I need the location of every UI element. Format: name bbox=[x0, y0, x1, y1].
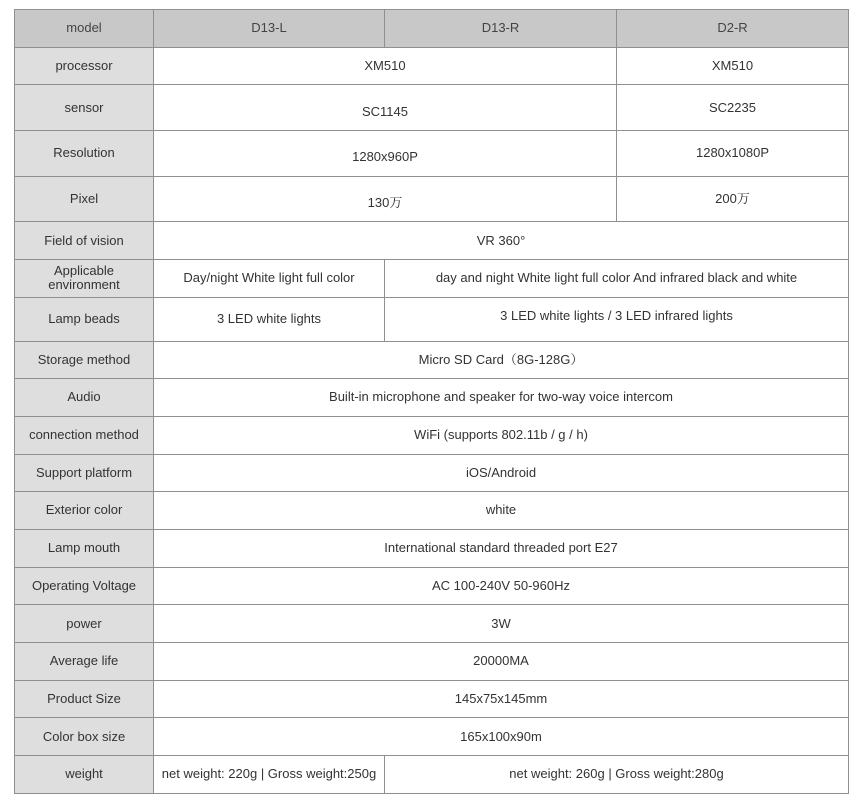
row-label: Operating Voltage bbox=[15, 567, 154, 605]
row-environment bbox=[15, 260, 849, 298]
row-product-size bbox=[15, 680, 849, 718]
row-label: sensor bbox=[15, 85, 154, 131]
value-d13: SC1145 bbox=[154, 85, 617, 131]
row-label: Pixel bbox=[15, 176, 154, 222]
row-label: Support platform bbox=[15, 454, 154, 492]
header-model: model bbox=[15, 10, 154, 48]
row-label: Resolution bbox=[15, 131, 154, 177]
header-row bbox=[15, 10, 849, 48]
value-d13: 130万 bbox=[154, 176, 617, 222]
value-all: Micro SD Card（8G-128G） bbox=[154, 341, 849, 379]
value-all: VR 360° bbox=[154, 222, 849, 260]
row-label: Field of vision bbox=[15, 222, 154, 260]
spec-table bbox=[14, 9, 849, 794]
row-platform bbox=[15, 454, 849, 492]
row-connection bbox=[15, 416, 849, 454]
row-label: connection method bbox=[15, 416, 154, 454]
row-exterior-color bbox=[15, 492, 849, 530]
row-label: Product Size bbox=[15, 680, 154, 718]
row-storage bbox=[15, 341, 849, 379]
value-all: white bbox=[154, 492, 849, 530]
value-other: net weight: 260g | Gross weight:280g bbox=[385, 756, 849, 794]
value-d2-r: XM510 bbox=[617, 47, 849, 85]
row-label: Applicable environment bbox=[15, 260, 154, 298]
row-box-size bbox=[15, 718, 849, 756]
value-all: 20000MA bbox=[154, 643, 849, 681]
row-lamp-mouth bbox=[15, 529, 849, 567]
value-d2-r: 200万 bbox=[617, 176, 849, 222]
row-label: Average life bbox=[15, 643, 154, 681]
header-d13-r: D13-R bbox=[385, 10, 617, 48]
row-label: Lamp beads bbox=[15, 297, 154, 341]
row-label: Color box size bbox=[15, 718, 154, 756]
value-all: AC 100-240V 50-960Hz bbox=[154, 567, 849, 605]
row-power bbox=[15, 605, 849, 643]
value-d13: XM510 bbox=[154, 47, 617, 85]
row-label: power bbox=[15, 605, 154, 643]
row-average-life bbox=[15, 643, 849, 681]
value-all: 3W bbox=[154, 605, 849, 643]
row-audio bbox=[15, 379, 849, 417]
row-voltage bbox=[15, 567, 849, 605]
row-label: Storage method bbox=[15, 341, 154, 379]
value-d13-l: 3 LED white lights bbox=[154, 297, 385, 341]
value-d13: 1280x960P bbox=[154, 131, 617, 177]
row-label: weight bbox=[15, 756, 154, 794]
value-all: 145x75x145mm bbox=[154, 680, 849, 718]
value-all: Built-in microphone and speaker for two-way voice intercom bbox=[154, 379, 849, 417]
row-label: Audio bbox=[15, 379, 154, 417]
row-pixel bbox=[15, 176, 849, 222]
value-all: WiFi (supports 802.11b / g / h) bbox=[154, 416, 849, 454]
row-weight bbox=[15, 756, 849, 794]
row-resolution bbox=[15, 131, 849, 177]
value-d2-r: SC2235 bbox=[617, 85, 849, 131]
value-d2-r: 1280x1080P bbox=[617, 131, 849, 177]
header-d2-r: D2-R bbox=[617, 10, 849, 48]
row-label: processor bbox=[15, 47, 154, 85]
row-sensor bbox=[15, 85, 849, 131]
value-all: International standard threaded port E27 bbox=[154, 529, 849, 567]
value-all: 165x100x90m bbox=[154, 718, 849, 756]
row-processor bbox=[15, 47, 849, 85]
header-d13-l: D13-L bbox=[154, 10, 385, 48]
row-lamp-beads bbox=[15, 297, 849, 341]
value-other: day and night White light full color And infrared black and white bbox=[385, 260, 849, 298]
value-d13-l: net weight: 220g | Gross weight:250g bbox=[154, 756, 385, 794]
value-d13-l: Day/night White light full color bbox=[154, 260, 385, 298]
value-other: 3 LED white lights / 3 LED infrared lights bbox=[385, 297, 849, 341]
value-all: iOS/Android bbox=[154, 454, 849, 492]
row-label: Exterior color bbox=[15, 492, 154, 530]
row-label: Lamp mouth bbox=[15, 529, 154, 567]
row-field-of-vision bbox=[15, 222, 849, 260]
